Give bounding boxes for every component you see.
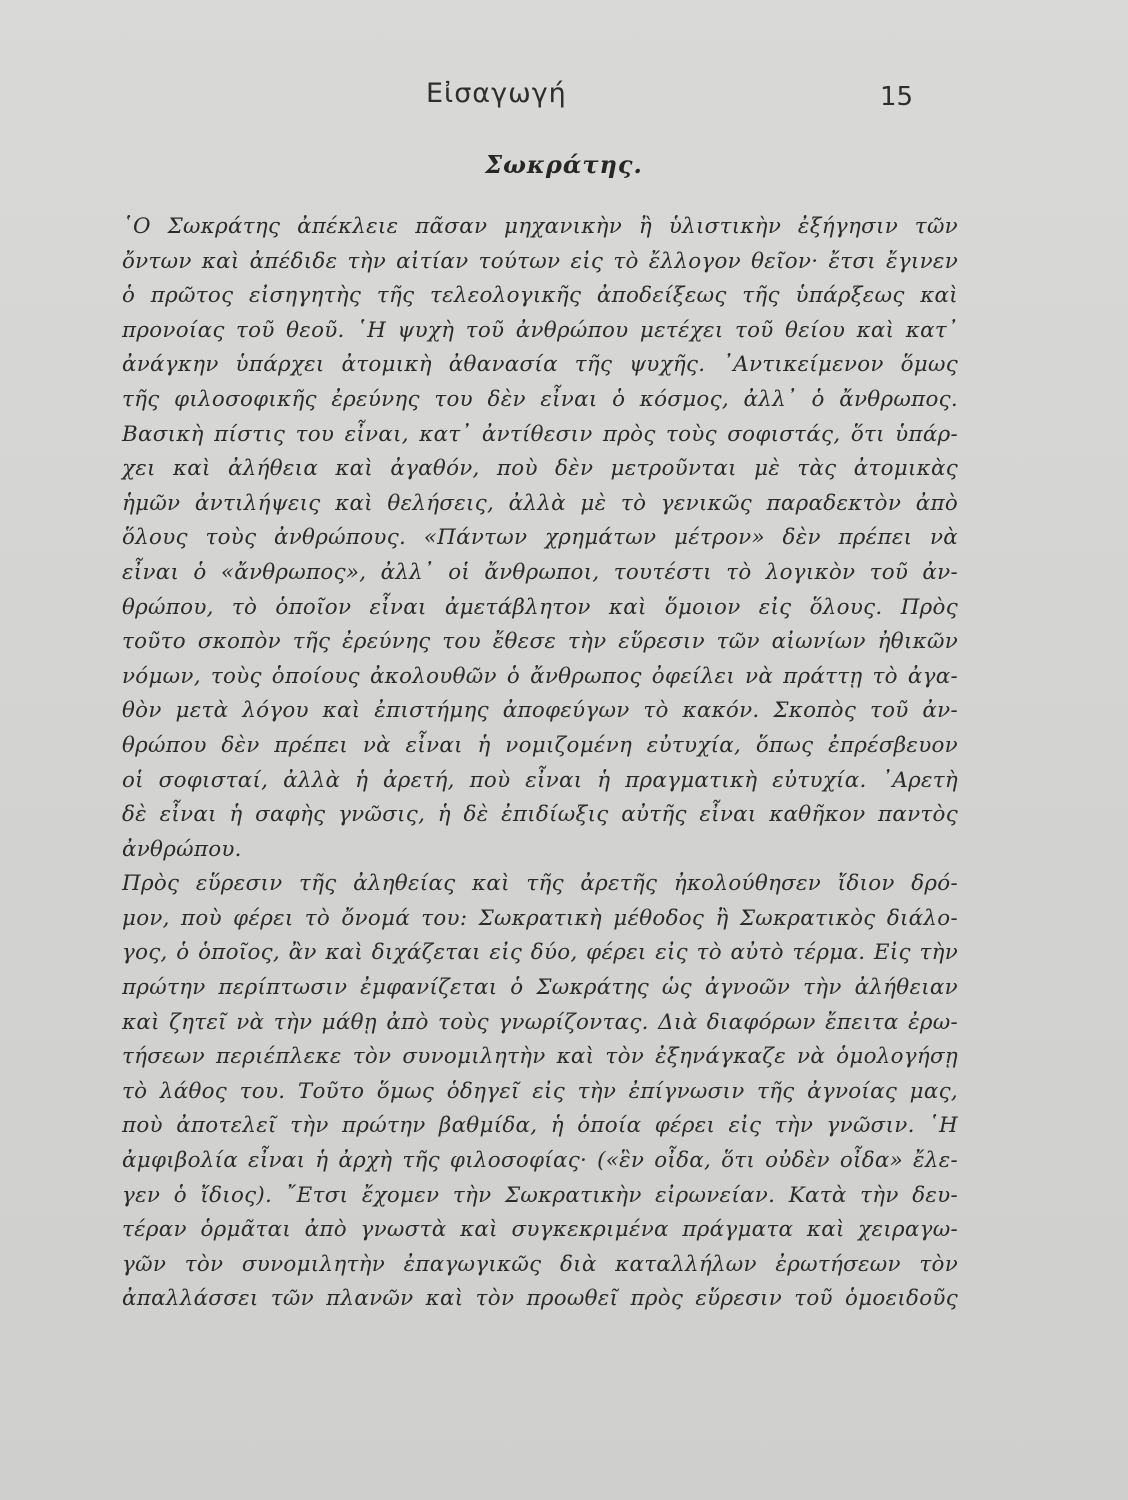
- text-line: ἡμῶν ἀντιλήψεις καὶ θελήσεις, ἀλλὰ μὲ τὸ γενικῶς παραδεκτὸν ἀπὸ: [122, 490, 958, 516]
- text-line: ἀπαλλάσσει τῶν πλανῶν καὶ τὸν προωθεῖ πρὸς εὕρεσιν τοῦ ὁμοειδοῦς: [122, 1286, 958, 1312]
- text-line: ἀνάγκην ὑπάρχει ἀτομικὴ ἀθανασία τῆς ψυχῆς. ᾽Αντικείμενον ὅμως: [122, 352, 958, 378]
- text-line: νόμων, τοὺς ὁποίους ἀκολουθῶν ὁ ἄνθρωπος ὀφείλει νὰ πράττῃ τὸ ἀγα-: [122, 663, 958, 689]
- text-line: ὁ πρῶτος εἰσηγητὴς τῆς τελεολογικῆς ἀποδείξεως τῆς ὑπάρξεως καὶ: [122, 283, 958, 309]
- text-line: χει καὶ ἀλήθεια καὶ ἀγαθόν, ποὺ δὲν μετροῦνται μὲ τὰς ἀτομικὰς: [122, 456, 958, 482]
- running-title: Εἰσαγωγή: [426, 78, 567, 109]
- text-line: ὅλους τοὺς ἀνθρώπους. «Πάντων χρημάτων μέτρον» δὲν πρέπει νὰ: [122, 525, 958, 551]
- running-header: [0, 78, 1128, 128]
- page-number: 15: [880, 82, 914, 112]
- text-line: οἱ σοφισταί, ἀλλὰ ἡ ἀρετή, ποὺ εἶναι ἡ πραγματικὴ εὐτυχία. ᾽Αρετὴ: [122, 767, 958, 793]
- text-line: γος, ὁ ὁποῖος, ἂν καὶ διχάζεται εἰς δύο, φέρει εἰς τὸ αὐτὸ τέρμα. Εἰς τὴν: [122, 940, 958, 966]
- text-line: Πρὸς εὕρεσιν τῆς ἀληθείας καὶ τῆς ἀρετῆς ἠκολούθησεν ἴδιον δρό-: [122, 871, 958, 897]
- text-line: ποὺ ἀποτελεῖ τὴν πρώτην βαθμίδα, ἡ ὁποία φέρει εἰς τὴν γνῶσιν. ῾Η: [122, 1113, 958, 1139]
- text-line: ὄντων καὶ ἀπέδιδε τὴν αἰτίαν τούτων εἰς τὸ ἔλλογον θεῖον· ἔτσι ἔγινεν: [122, 248, 958, 274]
- text-line: τήσεων περιέπλεκε τὸν συνομιλητὴν καὶ τὸν ἐξηνάγκαζε νὰ ὁμολογήσῃ: [122, 1044, 958, 1070]
- body-text: [122, 210, 958, 1317]
- text-line: θρώπου, τὸ ὁποῖον εἶναι ἀμετάβλητον καὶ ὅμοιον εἰς ὅλους. Πρὸς: [122, 594, 958, 620]
- text-line: Βασικὴ πίστις του εἶναι, κατ᾽ ἀντίθεσιν πρὸς τοὺς σοφιστάς, ὅτι ὑπάρ-: [122, 421, 958, 447]
- text-line: μον, ποὺ φέρει τὸ ὄνομά του: Σωκρατικὴ μέθοδος ἢ Σωκρατικὸς διάλο-: [122, 905, 958, 931]
- text-line: γεν ὁ ἴδιος). ῎Ετσι ἔχομεν τὴν Σωκρατικὴν εἰρωνείαν. Κατὰ τὴν δευ-: [122, 1182, 958, 1208]
- text-line: τὸ λάθος του. Τοῦτο ὅμως ὁδηγεῖ εἰς τὴν ἐπίγνωσιν τῆς ἀγνοίας μας,: [122, 1078, 958, 1104]
- text-line: ἀμφιβολία εἶναι ἡ ἀρχὴ τῆς φιλοσοφίας· («ἓν οἶδα, ὅτι οὐδὲν οἶδα» ἔλε-: [122, 1148, 958, 1174]
- text-line: θὸν μετὰ λόγου καὶ ἐπιστήμης ἀποφεύγων τὸ κακόν. Σκοπὸς τοῦ ἀν-: [122, 698, 958, 724]
- paragraph-2: [122, 867, 958, 1317]
- text-line: γῶν τὸν συνομιλητὴν ἐπαγωγικῶς διὰ καταλλήλων ἐρωτήσεων τὸν: [122, 1251, 958, 1277]
- text-line: θρώπου δὲν πρέπει νὰ εἶναι ἡ νομιζομένη εὐτυχία, ὅπως ἐπρέσβευον: [122, 732, 958, 758]
- text-line: τῆς φιλοσοφικῆς ἐρεύνης του δὲν εἶναι ὁ κόσμος, ἀλλ᾽ ὁ ἄνθρωπος.: [122, 386, 958, 412]
- text-line: εἶναι ὁ «ἄνθρωπος», ἀλλ᾽ οἱ ἄνθρωποι, τουτέστι τὸ λογικὸν τοῦ ἀν-: [122, 559, 958, 585]
- text-line: ῾Ο Σωκράτης ἀπέκλειε πᾶσαν μηχανικὴν ἢ ὑλιστικὴν ἐξήγησιν τῶν: [122, 214, 958, 239]
- text-line: προνοίας τοῦ θεοῦ. ῾Η ψυχὴ τοῦ ἀνθρώπου μετέχει τοῦ θείου καὶ κατ᾽: [122, 317, 958, 343]
- text-line: πρώτην περίπτωσιν ἐμφανίζεται ὁ Σωκράτης ὡς ἀγνοῶν τὴν ἀλήθειαν: [122, 975, 958, 1001]
- text-line: δὲ εἶναι ἡ σαφὴς γνῶσις, ἡ δὲ ἐπιδίωξις αὐτῆς εἶναι καθῆκον παντὸς: [122, 802, 958, 828]
- text-line: τοῦτο σκοπὸν τῆς ἐρεύνης του ἔθεσε τὴν εὕρεσιν τῶν αἰωνίων ἠθικῶν: [122, 629, 958, 655]
- section-heading: Σωκράτης.: [485, 150, 643, 179]
- paragraph-1: [122, 210, 958, 867]
- text-line: καὶ ζητεῖ νὰ τὴν μάθῃ ἀπὸ τοὺς γνωρίζοντας. Διὰ διαφόρων ἔπειτα ἐρω-: [122, 1009, 958, 1035]
- text-line: τέραν ὁρμᾶται ἀπὸ γνωστὰ καὶ συγκεκριμένα πράγματα καὶ χειραγω-: [122, 1217, 958, 1243]
- text-line: ἀνθρώπου.: [122, 836, 242, 862]
